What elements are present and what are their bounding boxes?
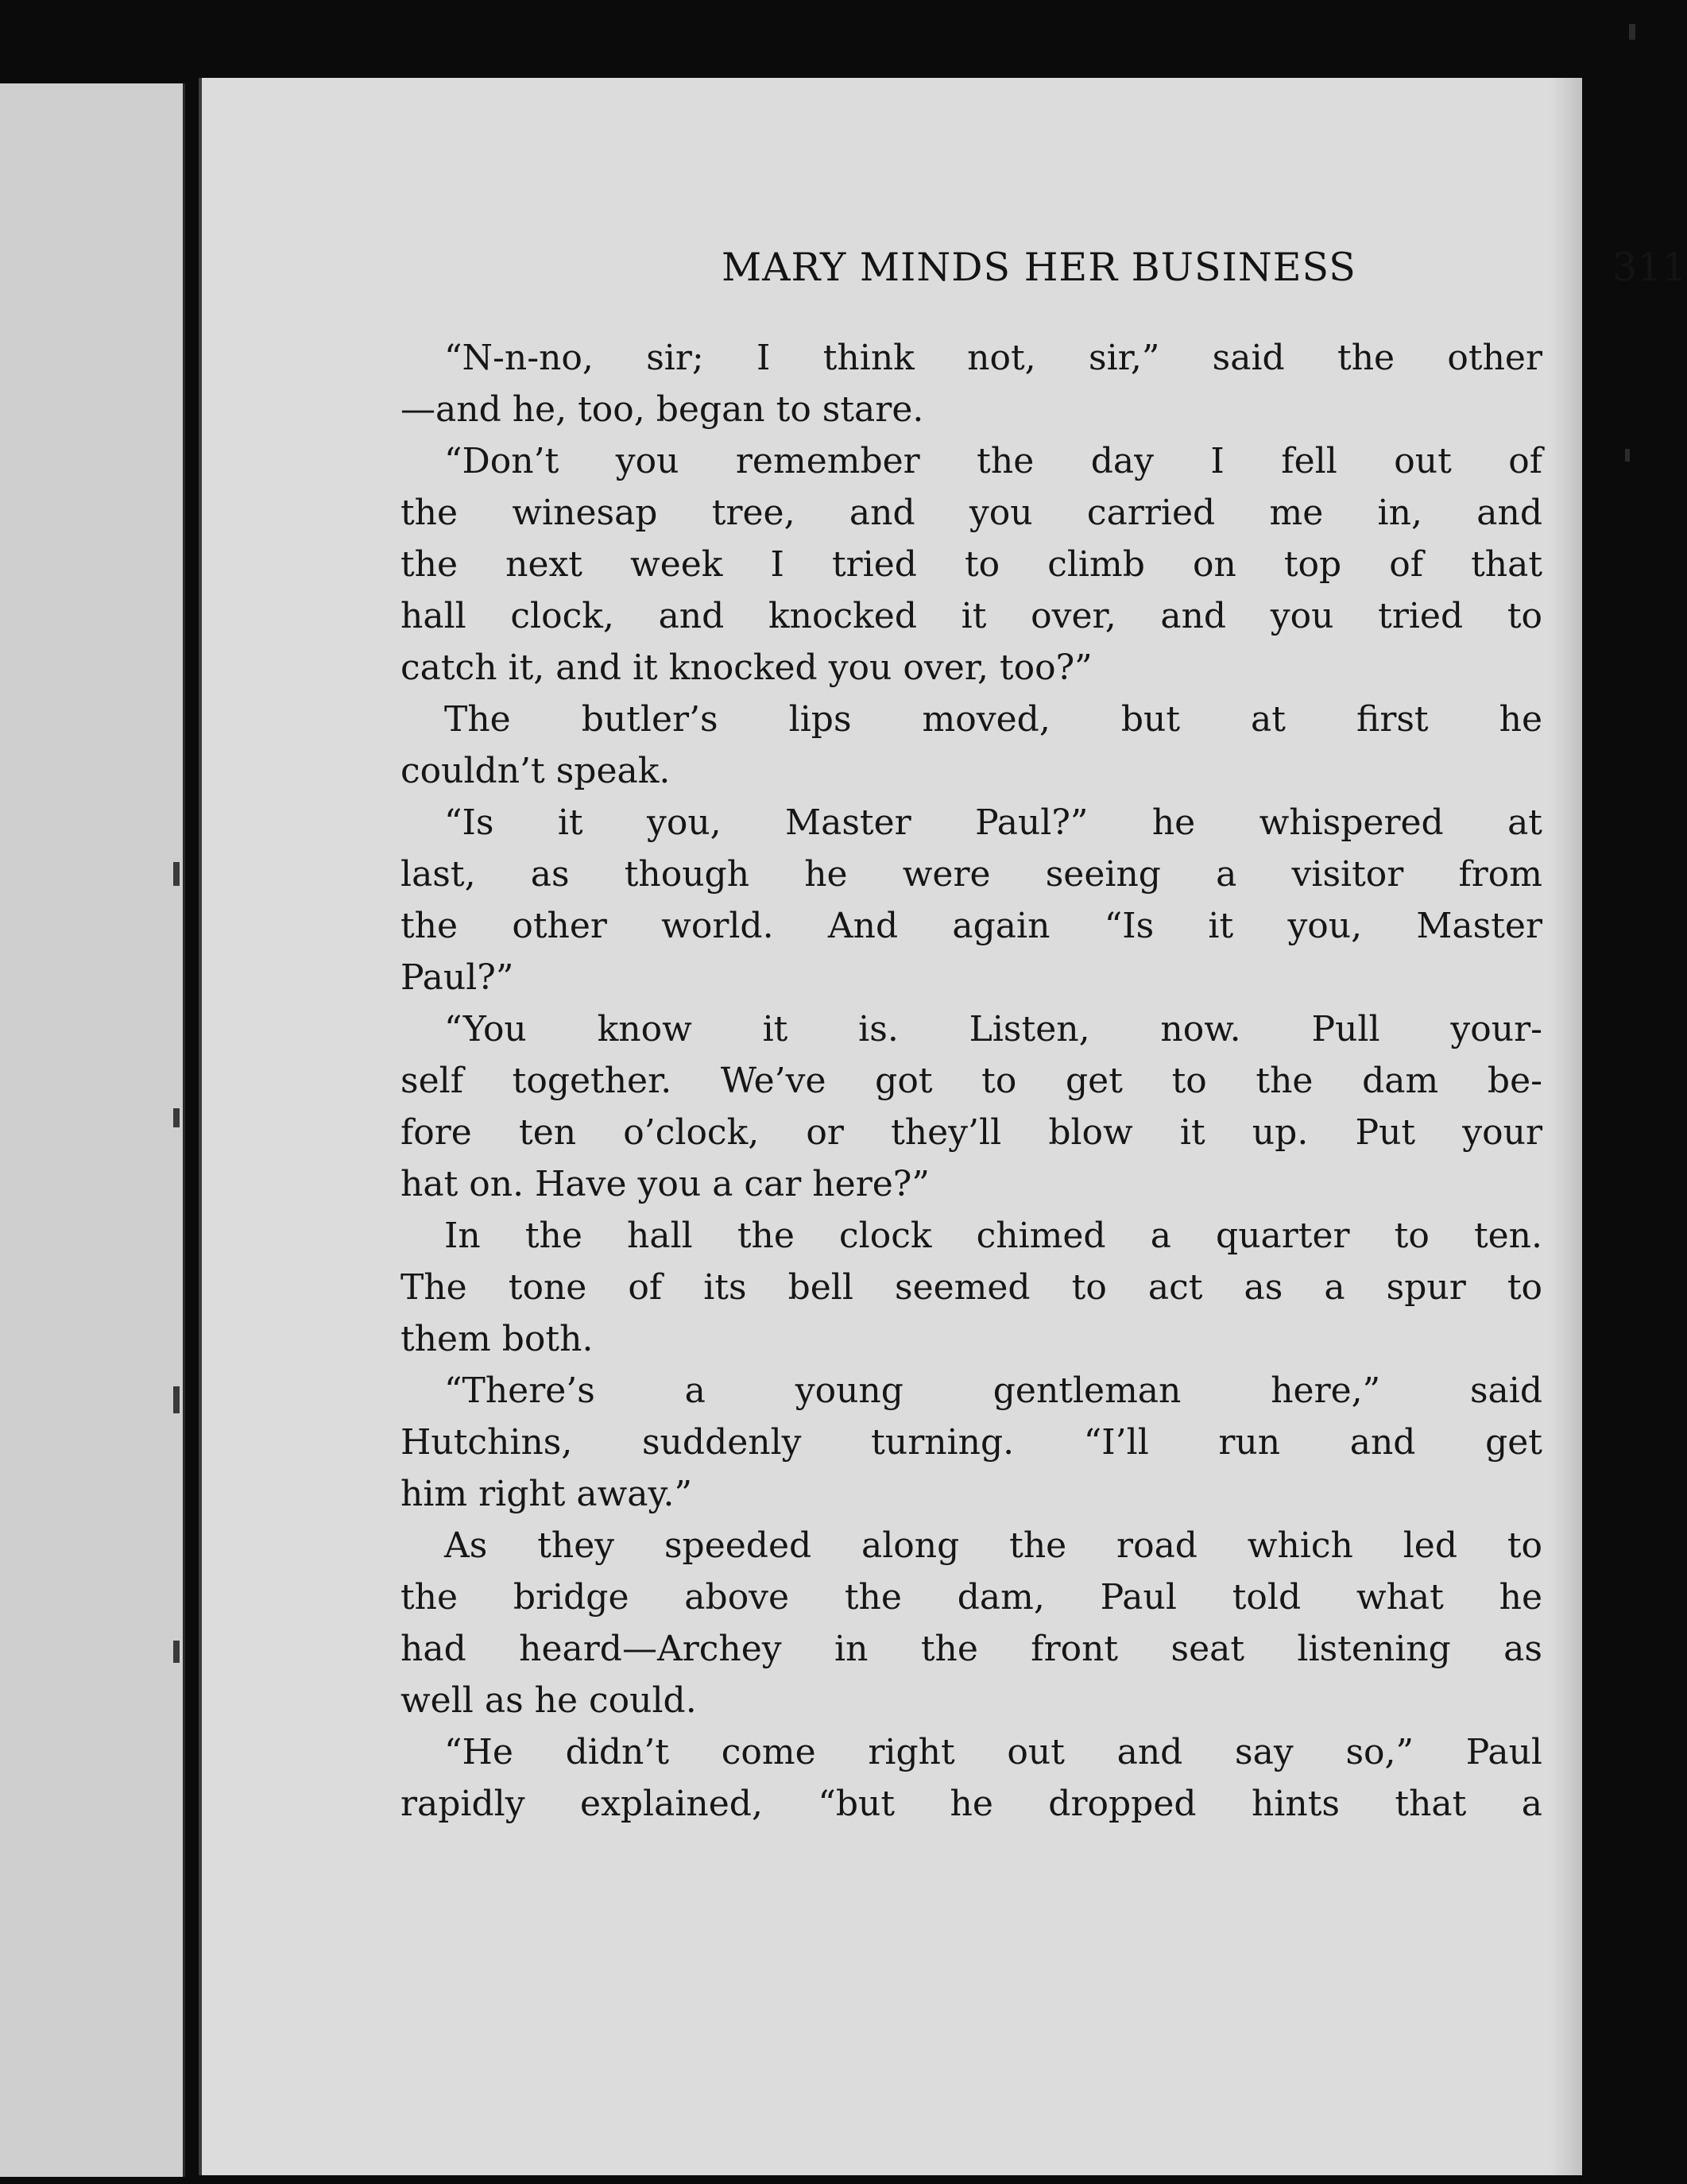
text-line: the bridge above the dam, Paul told what he (400, 1577, 1542, 1618)
book-page (199, 78, 1687, 2175)
text-line: him right away.” (400, 1474, 693, 1514)
text-line: The butler’s lips moved, but at first he (444, 699, 1542, 740)
body-text (400, 332, 1542, 1830)
edge-mark (173, 1108, 180, 1127)
edge-mark (173, 1386, 180, 1413)
previous-page-edge (0, 83, 185, 2177)
page-shadow (1550, 78, 1582, 2175)
text-line: “Is it you, Master Paul?” he whispered at (444, 802, 1542, 843)
text-line: Paul?” (400, 957, 514, 998)
text-line: The tone of its bell seemed to act as a spur to (400, 1267, 1542, 1308)
film-speck (1625, 449, 1630, 462)
text-line: the winesap tree, and you carried me in, and (400, 493, 1542, 533)
text-line: “There’s a young gentleman here,” said (444, 1370, 1542, 1411)
text-line: “N-n-no, sir; I think not, sir,” said the other (444, 338, 1542, 378)
text-line: hat on. Have you a car here?” (400, 1164, 930, 1204)
page-number: 311 (1612, 245, 1687, 290)
text-line: the other world. And again “Is it you, Master (400, 906, 1542, 946)
text-line: well as he could. (400, 1680, 697, 1721)
text-line: had heard—Archey in the front seat listening as (400, 1629, 1542, 1669)
text-line: fore ten o’clock, or they’ll blow it up. Put your (400, 1112, 1542, 1153)
text-line: rapidly explained, “but he dropped hints that a (400, 1784, 1542, 1824)
text-line: —and he, too, began to stare. (400, 389, 924, 430)
edge-mark (173, 862, 180, 886)
text-line: As they speeded along the road which led to (444, 1525, 1542, 1566)
text-line: In the hall the clock chimed a quarter to ten. (444, 1216, 1542, 1256)
text-line: self together. We’ve got to get to the dam be- (400, 1061, 1542, 1101)
text-line: them both. (400, 1319, 594, 1359)
text-line: couldn’t speak. (400, 751, 671, 791)
text-line: last, as though he were seeing a visitor from (400, 854, 1542, 895)
text-line: catch it, and it knocked you over, too?” (400, 647, 1093, 688)
film-speck (1629, 24, 1635, 40)
text-line: “Don’t you remember the day I fell out of (444, 441, 1542, 481)
edge-mark (173, 1641, 180, 1663)
text-line: the next week I tried to climb on top of that (400, 544, 1542, 585)
text-line: “He didn’t come right out and say so,” Paul (444, 1732, 1542, 1772)
text-line: hall clock, and knocked it over, and you tried to (400, 596, 1542, 636)
text-line: Hutchins, suddenly turning. “I’ll run and get (400, 1422, 1542, 1463)
text-line: “You know it is. Listen, now. Pull your- (444, 1009, 1542, 1049)
running-head-title: MARY MINDS HER BUSINESS (722, 245, 1356, 290)
